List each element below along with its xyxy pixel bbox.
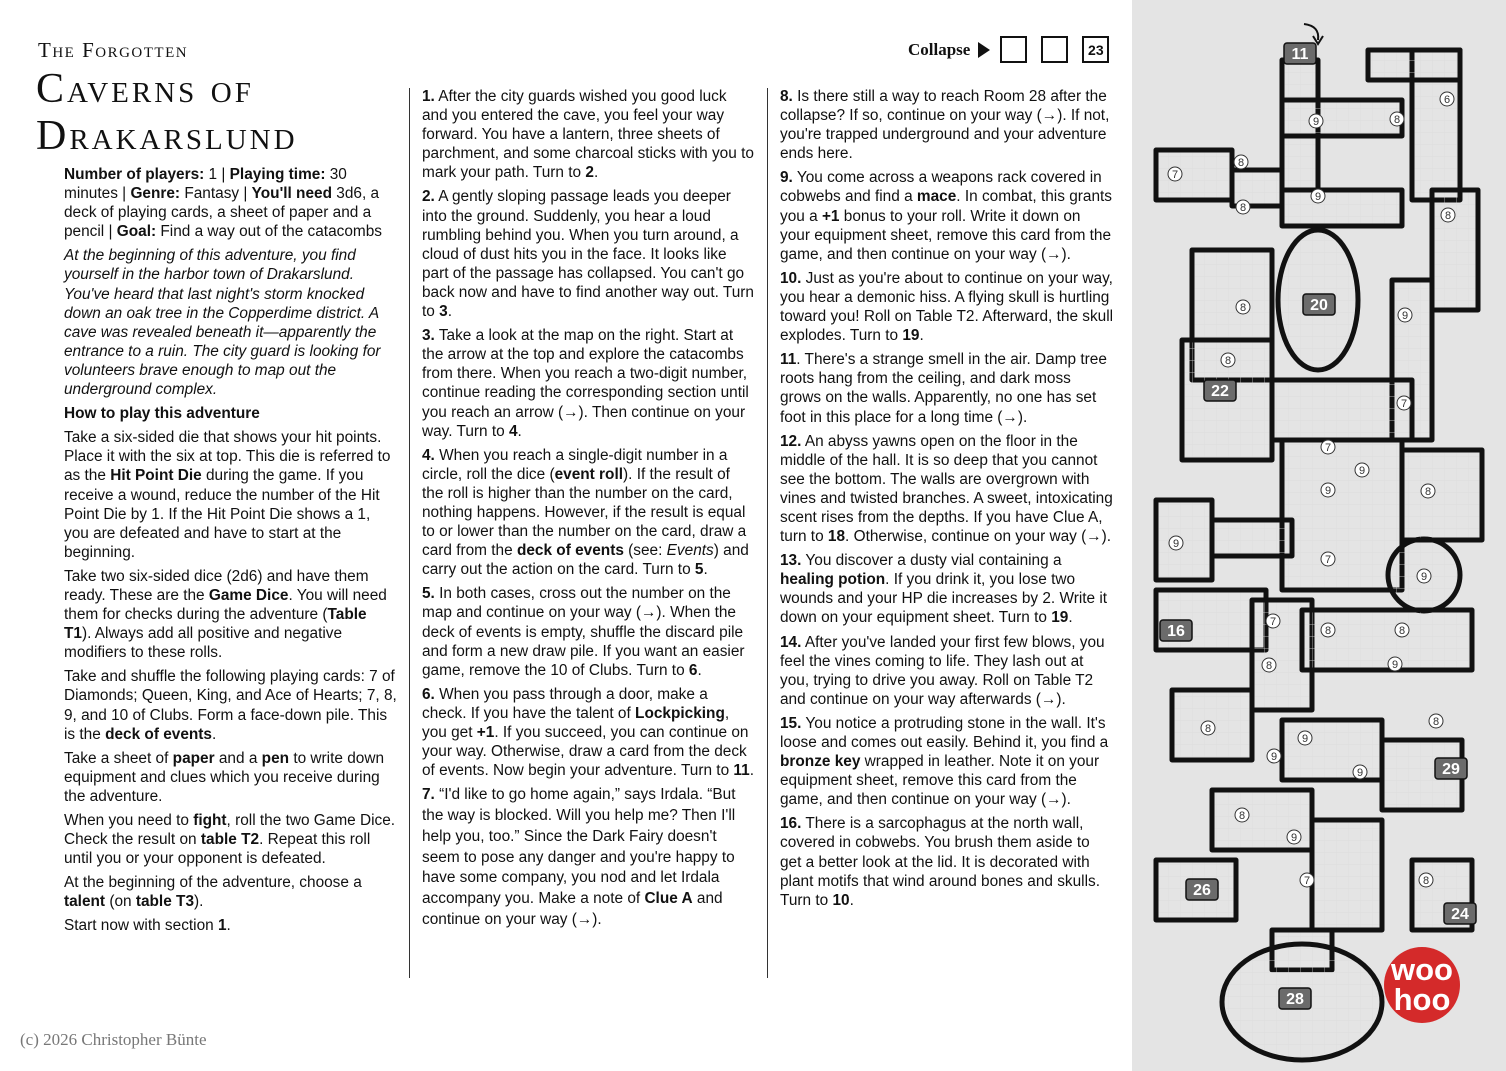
section-14: 14. After you've landed your first few blows, you feel the vines coming to life. They lash out at you, trying to drive you away. Roll on Table T2 and continue on your way afterwards (→). (780, 633, 1105, 708)
room-badge-11[interactable] (1284, 43, 1316, 64)
rule-fight: When you need to fight, roll the two Game Dice. Check the result on table T2. Repeat this roll until you or your opponent is defeated. (64, 812, 396, 868)
svg-text:7: 7 (1269, 616, 1277, 628)
column-sections-1 (422, 87, 754, 936)
woohoo-logo (1384, 947, 1460, 1023)
section-2: 2. A gently sloping passage leads you deeper into the ground. Suddenly, you hear a loud rumbling behind you. When you turn around, a cloud of dust hits you in the face. It looks like part of the passage has collapsed. You can't go back now and have to find another way out. Turn to 3. (422, 188, 754, 321)
section-5: 5. In both cases, cross out the number on the map and continue on your way (→). When the deck of events is empty, shuffle the discard pile and form a new draw pile. If you want an easier game, remove the 10 of Clubs. Turn to 6. (422, 585, 745, 679)
collapse-tracker (908, 36, 1117, 63)
event-circle[interactable] (1421, 484, 1435, 498)
section-10: 10. Just as you're about to continue on your way, you hear a demonic hiss. A flying skull is hurtling toward you! Roll on Table T2. Afterward, the skull explodes. Turn to 19. (780, 269, 1114, 345)
event-circle[interactable] (1395, 623, 1409, 637)
column-divider-2 (767, 88, 768, 978)
svg-text:8: 8 (1237, 157, 1245, 169)
section-6: 6. When you pass through a door, make a check. If you have the talent of Lockpicking, you get +1. If you succeed, you can continue on your way. Otherwise, draw a card from the deck of events. Now begin your adventure. Turn to 11. (422, 685, 754, 780)
event-circle[interactable] (1262, 658, 1276, 672)
event-circle[interactable] (1234, 155, 1248, 169)
room-badge-29[interactable] (1435, 758, 1467, 779)
event-circle[interactable] (1267, 749, 1281, 763)
room-badge-28[interactable] (1279, 988, 1311, 1009)
event-circle[interactable] (1353, 765, 1367, 779)
title-big (36, 66, 298, 160)
event-circle[interactable] (1287, 830, 1301, 844)
svg-text:8: 8 (1224, 355, 1232, 367)
section-13: 13. You discover a dusty vial containing a healing potion. If you drink it, you lose two wounds and your HP die increases by 2. Write it down on your equipment sheet. Turn to 19. (780, 552, 1108, 627)
svg-text:22: 22 (1211, 383, 1229, 400)
svg-text:9: 9 (1358, 465, 1366, 477)
section-9: 9. You come across a weapons rack covered in cobwebs and find a mace. In combat, this grants you a +1 bonus to your roll. Write it down on your equipment sheet, remove this card from the game, and then continue on your way (→). (780, 169, 1112, 263)
collapse-box-2[interactable] (1041, 36, 1068, 63)
intro-text: At the beginning of this adventure, you find yourself in the harbor town of Drakarslund. You've heard that last night's storm knocked down an oak tree in the Copperdime district. A cave was revealed beneath it—apparently the entrance to a ruin. The city guard is looking for volunteers brave enough to map out the underground complex. (64, 247, 381, 399)
section-12: 12. An abyss yawns open on the floor in the middle of the hall. It is so deep that you cannot see the bottom. The walls are overgrown with vines and twisted branches. A sweet, intoxicating scent rises from the depths. If you have Clue A, turn to 18. Otherwise, continue on your way (→). (780, 432, 1113, 546)
svg-text:8: 8 (1432, 716, 1440, 728)
section-1: 1. After the city guards wished you good luck and you entered the cave, you feel your way forward. You have a lantern, three sheets of parchment, and some charcoal sticks with you to mark your path. Turn to 2. (422, 88, 754, 182)
svg-text:9: 9 (1391, 659, 1399, 671)
svg-text:7: 7 (1324, 442, 1332, 454)
svg-text:9: 9 (1301, 733, 1309, 745)
svg-text:woo: woo (1391, 952, 1453, 987)
svg-text:29: 29 (1442, 761, 1460, 778)
column-sections-2 (780, 87, 1114, 915)
column-rules (64, 165, 398, 941)
svg-text:8: 8 (1238, 810, 1246, 822)
svg-text:9: 9 (1314, 191, 1322, 203)
section-4: 4. When you reach a single-digit number in a circle, roll the dice (event roll). If the result of the roll is higher than the number on the card, nothing happens. However, if the result is equal to or lower than the number on the card, draw a card from the deck of events (see: Events) and carry out the action on the card. Turn to 5. (422, 446, 749, 579)
svg-text:24: 24 (1451, 906, 1469, 923)
svg-text:9: 9 (1401, 310, 1409, 322)
svg-text:7: 7 (1324, 554, 1332, 566)
svg-text:20: 20 (1310, 297, 1328, 314)
svg-text:8: 8 (1424, 486, 1432, 498)
section-8: 8. Is there still a way to reach Room 28 after the collapse? If so, continue on your way (→). If not, you're trapped underground and your adventure ends here. (780, 88, 1110, 163)
dungeon-map (1132, 0, 1506, 1071)
event-circle[interactable] (1429, 714, 1443, 728)
event-circle[interactable] (1388, 657, 1402, 671)
arrow-right-icon (978, 42, 990, 58)
section-7: 7. “I'd like to go home again,” says Irdala. “But the way is blocked. Will you help me? Then I'll help you, too.” Since the Dark Fairy doesn't seem to pose any danger and you're happy to have some company, you nod and let Irdala accompany you. Make a note of Clue A and continue on your way (→). (422, 786, 736, 929)
event-circle[interactable] (1417, 569, 1431, 583)
svg-text:8: 8 (1393, 114, 1401, 126)
section-11: 11. There's a strange smell in the air. Damp tree roots hang from the ceiling, and dark moss grows on the walls. Apparently, no one has set foot in this place for a long time (→). (780, 351, 1107, 426)
room-badge-16[interactable] (1160, 620, 1192, 641)
svg-text:9: 9 (1420, 571, 1428, 583)
svg-text:9: 9 (1356, 767, 1364, 779)
event-circle[interactable] (1441, 208, 1455, 222)
svg-text:8: 8 (1398, 625, 1406, 637)
svg-text:16: 16 (1167, 623, 1185, 640)
event-circle[interactable] (1321, 440, 1335, 454)
event-circle[interactable] (1236, 200, 1250, 214)
svg-text:6: 6 (1443, 94, 1451, 106)
event-circle[interactable] (1236, 300, 1250, 314)
svg-text:7: 7 (1400, 398, 1408, 410)
rule-start: Start now with section 1. (64, 917, 231, 935)
title-small: The Forgotten (38, 38, 189, 62)
svg-text:8: 8 (1422, 875, 1430, 887)
howto-heading: How to play this adventure (64, 405, 260, 423)
column-divider-1 (409, 88, 410, 978)
svg-text:9: 9 (1312, 116, 1320, 128)
event-circle[interactable] (1221, 353, 1235, 367)
event-circle[interactable] (1311, 189, 1325, 203)
event-circle[interactable] (1168, 167, 1182, 181)
rule-paper: Take a sheet of paper and a pen to write down equipment and clues which you receive during the adventure. (64, 749, 384, 805)
svg-text:11: 11 (1291, 46, 1309, 63)
event-circle[interactable] (1390, 112, 1404, 126)
svg-text:7: 7 (1303, 875, 1311, 887)
svg-text:8: 8 (1444, 210, 1452, 222)
svg-text:hoo: hoo (1393, 982, 1451, 1017)
collapse-box-1[interactable] (1000, 36, 1027, 63)
event-circle[interactable] (1397, 396, 1411, 410)
room-badge-26[interactable] (1186, 879, 1218, 900)
copyright: (c) 2026 Christopher Bünte (20, 1030, 207, 1049)
event-circle[interactable] (1201, 721, 1215, 735)
rule-hit-points: Take a six-sided die that shows your hit points. Place it with the six at top. This die is referred to as the Hit Point Die during the game. If you receive a wound, reduce the number of the Hit Point Die by 1. If the Hit Point Die shows a 1, you are defeated and have to start at the beginning. (64, 429, 391, 561)
event-circle[interactable] (1321, 623, 1335, 637)
event-circle[interactable] (1321, 552, 1335, 566)
start-arrow-icon (1304, 24, 1318, 40)
rule-talent: At the beginning of the adventure, choose a talent (on table T3). (64, 874, 362, 911)
room-badge-20[interactable] (1303, 294, 1335, 315)
title-line-2: Drakarslund (36, 113, 298, 159)
section-3: 3. Take a look at the map on the right. Start at the arrow at the top and explore the catacombs from there. When you reach a two-digit number, continue reading the corresponding section until you reach an arrow (→). Then continue on your way. Turn to 4. (422, 327, 749, 440)
room-badge-24[interactable] (1444, 903, 1476, 924)
svg-text:9: 9 (1324, 485, 1332, 497)
event-circle[interactable] (1355, 463, 1369, 477)
svg-text:9: 9 (1290, 832, 1298, 844)
event-circle[interactable] (1321, 483, 1335, 497)
game-info: Number of players: 1 | Playing time: 30 minutes | Genre: Fantasy | You'll need 3d6, a deck of playing cards, a sheet of paper and a pencil | Goal: Find a way out of the catacombs (64, 166, 382, 241)
event-circle[interactable] (1298, 731, 1312, 745)
rule-game-dice: Take two six-sided dice (2d6) and have them ready. These are the Game Dice. You will need them for checks during the adventure (Table T1). Always add all positive and negative modifiers to these rolls. (64, 567, 387, 662)
event-circle[interactable] (1266, 614, 1280, 628)
collapse-label: Collapse (908, 39, 971, 59)
collapse-box-3[interactable]: 23 (1082, 36, 1109, 63)
svg-text:8: 8 (1239, 302, 1247, 314)
event-circle[interactable] (1398, 308, 1412, 322)
svg-text:8: 8 (1265, 660, 1273, 672)
event-circle[interactable] (1440, 92, 1454, 106)
svg-text:8: 8 (1324, 625, 1332, 637)
svg-text:9: 9 (1270, 751, 1278, 763)
svg-text:9: 9 (1172, 538, 1180, 550)
svg-text:8: 8 (1239, 202, 1247, 214)
rule-deck: Take and shuffle the following playing cards: 7 of Diamonds; Queen, King, and Ace of Hearts; 7, 8, 9, and 10 of Clubs. Form a face-down pile. This is the deck of events. (64, 668, 397, 743)
event-circle[interactable] (1235, 808, 1249, 822)
event-circle[interactable] (1169, 536, 1183, 550)
svg-text:28: 28 (1286, 991, 1304, 1008)
event-circle[interactable] (1309, 114, 1323, 128)
section-16: 16. There is a sarcophagus at the north wall, covered in cobwebs. You brush them aside to get a better look at the lid. It is decorated with plant motifs that wind around bones and skulls. Turn to 10. (780, 815, 1100, 909)
event-circle[interactable] (1419, 873, 1433, 887)
section-15: 15. You notice a protruding stone in the wall. It's loose and comes out easily. Behind it, you find a bronze key wrapped in leather. Note it on your equipment sheet, remove this card from the game, and then continue on your way (→). (780, 714, 1109, 809)
svg-text:26: 26 (1193, 882, 1211, 899)
room-badge-22[interactable] (1204, 380, 1236, 401)
event-circle[interactable] (1300, 873, 1314, 887)
svg-text:8: 8 (1204, 723, 1212, 735)
title-line-1: Caverns of (36, 66, 254, 112)
svg-text:7: 7 (1171, 169, 1179, 181)
